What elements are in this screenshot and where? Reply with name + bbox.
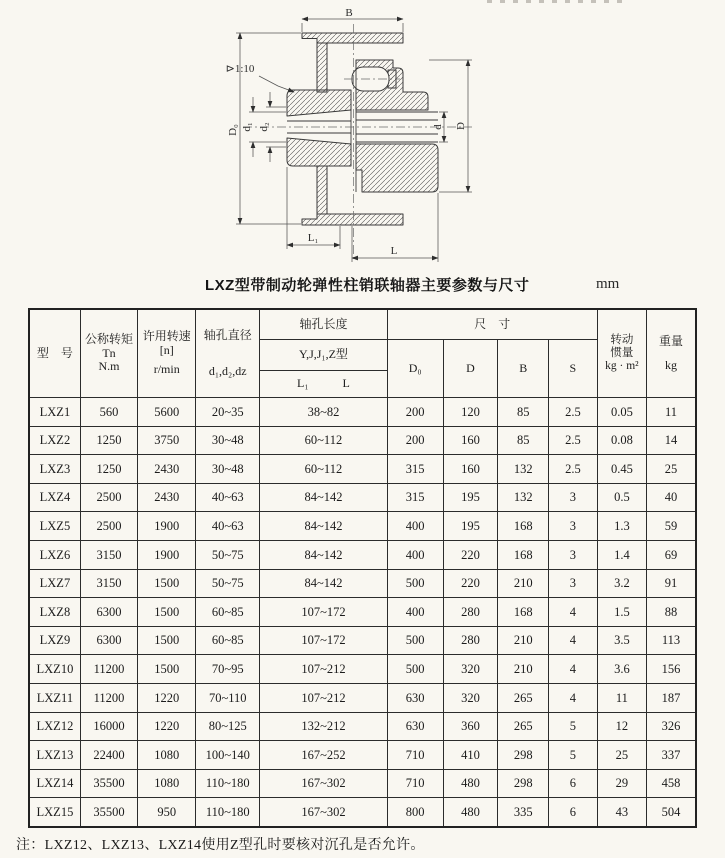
value-cell: 280 [443,626,498,655]
value-cell: 3150 [80,540,137,569]
value-cell: 195 [443,512,498,541]
value-cell: 3 [549,483,598,512]
value-cell: 100~140 [196,741,260,770]
value-cell: 40 [647,483,696,512]
value-cell: 265 [498,683,549,712]
header-bore-diameter [196,309,260,398]
model-cell: LXZ4 [29,483,80,512]
value-cell: 35500 [80,769,137,798]
value-cell: 160 [443,455,498,484]
value-cell: 1.5 [597,598,646,627]
value-cell: 2.5 [549,398,598,427]
value-cell: 320 [443,655,498,684]
value-cell: 60~85 [196,626,260,655]
value-cell: 107~172 [260,626,387,655]
value-cell: 220 [443,569,498,598]
model-cell: LXZ7 [29,569,80,598]
value-cell: 1900 [138,540,196,569]
value-cell: 326 [647,712,696,741]
value-cell: 167~252 [260,741,387,770]
value-cell: 280 [443,598,498,627]
header-weight-line2: kg [665,357,678,372]
value-cell: 30~48 [196,426,260,455]
header-torque [80,309,137,398]
value-cell: 1220 [138,712,196,741]
value-cell: 1250 [80,426,137,455]
value-cell: 12 [597,712,646,741]
table-row [29,598,696,627]
value-cell: 6 [549,798,598,827]
header-speed-line2: [n] [159,342,174,357]
value-cell: 410 [443,741,498,770]
value-cell: 5600 [138,398,196,427]
dim-label-d2: d₂ [258,122,270,132]
value-cell: 187 [647,683,696,712]
value-cell: 168 [498,598,549,627]
value-cell: 2500 [80,483,137,512]
value-cell: 710 [387,769,443,798]
header-D0: D₀ [387,340,443,398]
value-cell: 38~82 [260,398,387,427]
value-cell: 210 [498,626,549,655]
value-cell: 11 [647,398,696,427]
value-cell: 504 [647,798,696,827]
value-cell: 110~180 [196,798,260,827]
value-cell: 500 [387,626,443,655]
value-cell: 132 [498,483,549,512]
header-bore-length: 轴孔长度 [260,309,387,340]
value-cell: 1500 [138,569,196,598]
value-cell: 2430 [138,455,196,484]
value-cell: 3 [549,569,598,598]
value-cell: 1080 [138,741,196,770]
header-S: S [549,340,598,398]
value-cell: 298 [498,769,549,798]
value-cell: 337 [647,741,696,770]
value-cell: 120 [443,398,498,427]
section-geometry [287,33,438,225]
header-inertia [597,309,646,398]
value-cell: 0.5 [597,483,646,512]
value-cell: 210 [498,569,549,598]
value-cell: 40~63 [196,512,260,541]
value-cell: 400 [387,512,443,541]
dim-label-d1: d₁ [241,122,253,132]
value-cell: 1500 [138,626,196,655]
header-torque-line2: N.m [98,359,120,374]
value-cell: 11200 [80,655,137,684]
model-cell: LXZ3 [29,455,80,484]
value-cell: 50~75 [196,540,260,569]
model-cell: LXZ12 [29,712,80,741]
value-cell: 480 [443,798,498,827]
model-cell: LXZ1 [29,398,80,427]
table-row [29,655,696,684]
table-row [29,683,696,712]
table-row [29,769,696,798]
value-cell: 1250 [80,455,137,484]
value-cell: 710 [387,741,443,770]
value-cell: 91 [647,569,696,598]
model-cell: LXZ13 [29,741,80,770]
header-weight-line1: 重量 [659,333,684,348]
value-cell: 2.5 [549,426,598,455]
dim-label-L: L [390,245,398,257]
value-cell: 1500 [138,598,196,627]
value-cell: 1080 [138,769,196,798]
header-inertia-line2: 惯量 [610,346,634,359]
header-speed-line3: r/min [153,362,180,377]
model-cell: LXZ10 [29,655,80,684]
value-cell: 195 [443,483,498,512]
header-model: 型 号 [29,309,80,398]
value-cell: 70~110 [196,683,260,712]
value-cell: 1.4 [597,540,646,569]
value-cell: 3150 [80,569,137,598]
value-cell: 40~63 [196,483,260,512]
document-title: LXZ型带制动轮弹性柱销联轴器主要参数与尺寸 [205,277,530,294]
value-cell: 156 [647,655,696,684]
value-cell: 22400 [80,741,137,770]
value-cell: 220 [443,540,498,569]
value-cell: 298 [498,741,549,770]
value-cell: 25 [647,455,696,484]
value-cell: 630 [387,683,443,712]
table-row [29,426,696,455]
parameters-table [28,308,697,828]
value-cell: 1500 [138,655,196,684]
value-cell: 107~212 [260,655,387,684]
value-cell: 500 [387,569,443,598]
unit-label: mm [596,276,620,292]
header-dimensions: 尺 寸 [387,309,597,340]
dim-label-D: D [455,122,467,130]
value-cell: 4 [549,655,598,684]
value-cell: 70~95 [196,655,260,684]
value-cell: 400 [387,598,443,627]
value-cell: 167~302 [260,798,387,827]
value-cell: 200 [387,426,443,455]
value-cell: 69 [647,540,696,569]
model-cell: LXZ11 [29,683,80,712]
value-cell: 2500 [80,512,137,541]
dim-label-D0: D₀ [227,124,239,136]
dim-label-L1: L₁ [307,232,319,244]
table-row [29,569,696,598]
value-cell: 132~212 [260,712,387,741]
value-cell: 1900 [138,512,196,541]
value-cell: 80~125 [196,712,260,741]
coupling-section-drawing [0,0,725,272]
value-cell: 29 [597,769,646,798]
value-cell: 30~48 [196,455,260,484]
value-cell: 800 [387,798,443,827]
value-cell: 168 [498,540,549,569]
value-cell: 480 [443,769,498,798]
value-cell: 60~85 [196,598,260,627]
value-cell: 14 [647,426,696,455]
header-weight [647,309,696,398]
table-header [29,309,696,398]
value-cell: 160 [443,426,498,455]
value-cell: 107~212 [260,683,387,712]
value-cell: 1220 [138,683,196,712]
value-cell: 84~142 [260,569,387,598]
table-row [29,455,696,484]
value-cell: 5 [549,712,598,741]
value-cell: 0.08 [597,426,646,455]
value-cell: 320 [443,683,498,712]
value-cell: 500 [387,655,443,684]
value-cell: 335 [498,798,549,827]
table-row [29,512,696,541]
table-row [29,398,696,427]
value-cell: 35500 [80,798,137,827]
dim-label-d: d [432,124,444,130]
value-cell: 1.3 [597,512,646,541]
header-bore-dia-line2: d₁,d₂,dz [208,363,247,378]
value-cell: 5 [549,741,598,770]
value-cell: 315 [387,483,443,512]
value-cell: 6300 [80,598,137,627]
value-cell: 3 [549,540,598,569]
model-cell: LXZ15 [29,798,80,827]
value-cell: 200 [387,398,443,427]
value-cell: 6300 [80,626,137,655]
header-bore-dia-line1: 轴孔直径 [203,327,252,342]
value-cell: 0.05 [597,398,646,427]
table-row [29,483,696,512]
header-L: L [342,376,350,391]
value-cell: 0.45 [597,455,646,484]
value-cell: 400 [387,540,443,569]
value-cell: 84~142 [260,540,387,569]
table-row [29,626,696,655]
table-row [29,540,696,569]
value-cell: 50~75 [196,569,260,598]
header-L1: L₁ [297,376,309,391]
value-cell: 210 [498,655,549,684]
model-cell: LXZ5 [29,512,80,541]
model-cell: LXZ9 [29,626,80,655]
value-cell: 11200 [80,683,137,712]
value-cell: 4 [549,683,598,712]
header-D: D [443,340,498,398]
value-cell: 950 [138,798,196,827]
dimension-lines [236,19,472,262]
value-cell: 11 [597,683,646,712]
value-cell: 3.2 [597,569,646,598]
value-cell: 3.5 [597,626,646,655]
model-cell: LXZ8 [29,598,80,627]
value-cell: 2.5 [549,455,598,484]
value-cell: 458 [647,769,696,798]
value-cell: 6 [549,769,598,798]
value-cell: 59 [647,512,696,541]
table-row [29,712,696,741]
value-cell: 4 [549,626,598,655]
value-cell: 25 [597,741,646,770]
value-cell: 107~172 [260,598,387,627]
value-cell: 16000 [80,712,137,741]
value-cell: 110~180 [196,769,260,798]
value-cell: 168 [498,512,549,541]
header-torque-line1: 公称转矩Tn [85,331,134,360]
value-cell: 4 [549,598,598,627]
value-cell: 360 [443,712,498,741]
taper-label: ⊳1:10 [225,63,255,75]
value-cell: 113 [647,626,696,655]
value-cell: 88 [647,598,696,627]
header-inertia-line3: kg · m² [605,360,639,373]
value-cell: 43 [597,798,646,827]
model-cell: LXZ6 [29,540,80,569]
header-speed [138,309,196,398]
value-cell: 315 [387,455,443,484]
value-cell: 60~112 [260,455,387,484]
header-bore-length-types: Y,J,J₁,Z型 [260,340,387,371]
value-cell: 20~35 [196,398,260,427]
value-cell: 85 [498,426,549,455]
value-cell: 2430 [138,483,196,512]
table-body [29,398,696,827]
value-cell: 560 [80,398,137,427]
header-speed-line1: 许用转速 [142,328,191,343]
header-L1-L [260,371,387,398]
value-cell: 3.6 [597,655,646,684]
model-cell: LXZ14 [29,769,80,798]
table-row [29,741,696,770]
value-cell: 3750 [138,426,196,455]
header-inertia-line1: 转动 [610,333,634,346]
value-cell: 3 [549,512,598,541]
header-B: B [498,340,549,398]
value-cell: 84~142 [260,512,387,541]
value-cell: 630 [387,712,443,741]
value-cell: 265 [498,712,549,741]
footnote: 注：LXZ12、LXZ13、LXZ14使用Z型孔时要核对沉孔是否允许。 [16,838,425,853]
dim-label-B: B [345,7,353,19]
value-cell: 167~302 [260,769,387,798]
table-row [29,798,696,827]
value-cell: 84~142 [260,483,387,512]
model-cell: LXZ2 [29,426,80,455]
value-cell: 132 [498,455,549,484]
value-cell: 85 [498,398,549,427]
value-cell: 60~112 [260,426,387,455]
